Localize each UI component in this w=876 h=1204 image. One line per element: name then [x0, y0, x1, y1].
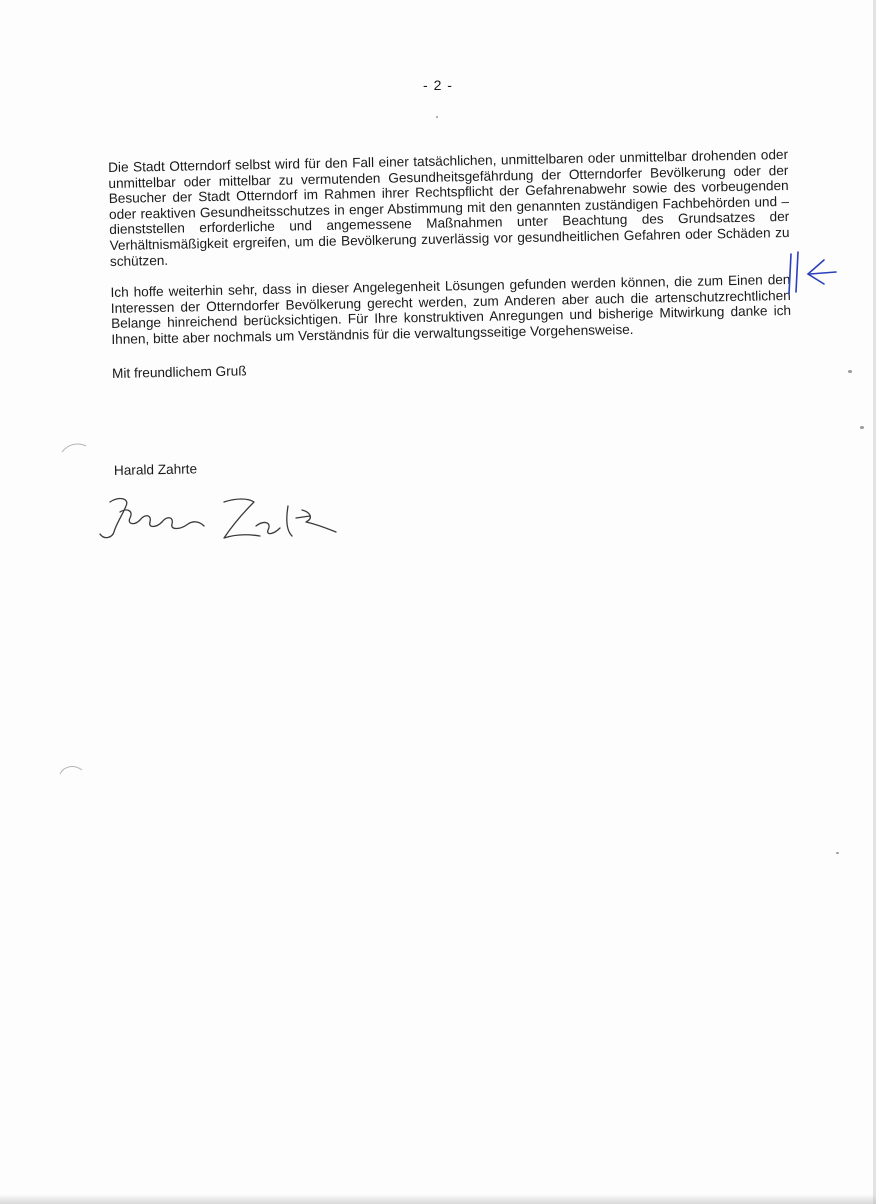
punch-hole-mark-icon — [60, 440, 90, 454]
scan-bottom-edge — [0, 1194, 876, 1204]
scan-speck — [860, 426, 864, 429]
scan-speck — [848, 370, 852, 373]
scan-speck — [836, 852, 839, 854]
signature-image — [96, 488, 346, 550]
margin-annotation-arrow-icon — [784, 246, 844, 298]
closing-salutation: Mit freundlichem Gruß — [111, 362, 247, 381]
letter-body — [108, 147, 794, 479]
signer-name: Harald Zahrte — [113, 461, 198, 479]
scan-speck — [436, 116, 438, 118]
punch-hole-mark-icon — [58, 762, 88, 776]
page-number: - 2 - — [423, 77, 453, 93]
paragraph-2: Ich hoffe weiterhin sehr, dass in dieser Angelegenheit Lösungen gefunden werden können, die zum Einen den Interessen der Otterndorfer Bevölkerung gerecht werden, zum Anderen aber auch die artenschutzrechtlichen Belange hinreichend berücksichtigen. Für Ihre konstruktiven Anregungen und bisherige Mitwirkung danke ich Ihnen, bitte aber nochmals um Verständnis für die verwaltungsseitige Vorgehensweise. — [110, 272, 792, 347]
paragraph-1: Die Stadt Otterndorf selbst wird für den Fall einer tatsächlichen, unmittelbaren oder unmittelbar drohenden oder unmittelbar oder mittelbar zu vermutenden Gesundheitsgefährdung der Otterndorfer Bevölkerung oder der Besucher der Stadt Otterndorf im Rahmen ihrer Rechtspflicht der Gefahrenabwehr sowie des vorbeugenden oder reaktiven Gesundheitsschutzes in enger Abstimmung mit den genannten zuständigen Fachbehörden und –dienststellen erforderliche und angemessene Maßnahmen unter Beachtung des Grundsatzes der Verhältnismäßigkeit ergreifen, um die Bevölkerung zuverlässig vor gesundheitlichen Gefahren oder Schäden zu schützen. — [108, 146, 790, 269]
